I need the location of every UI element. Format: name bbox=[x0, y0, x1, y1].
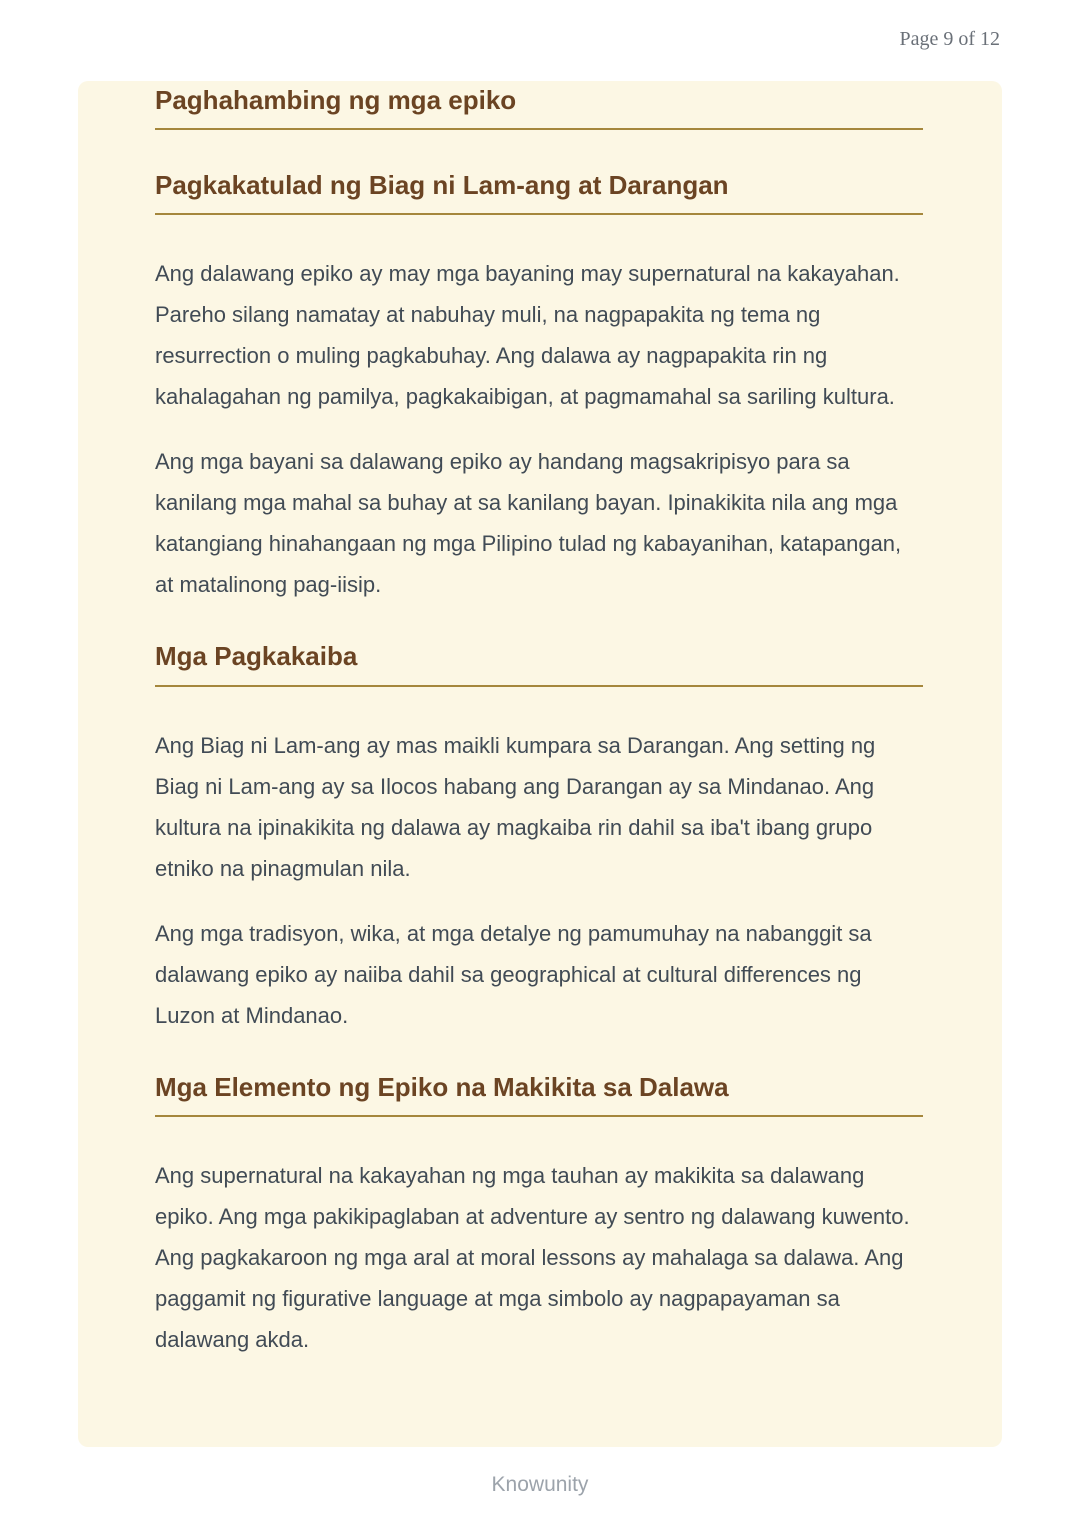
paragraph: Ang dalawang epiko ay may mga bayaning may supernatural na kakayahan. Pareho silang namatay at nabuhay muli, na nagpapakita ng tema ng resurrection o muling pagkabuhay. Ang dalawa ay nagpapakita rin ng kahalagahan ng pamilya, pagkakaibigan, at pagmamahal sa sariling kultura. bbox=[155, 261, 900, 410]
section-heading-pagkakatulad: Pagkakatulad ng Biag ni Lam-ang at Darangan bbox=[155, 170, 923, 215]
section-mga-elemento bbox=[155, 1072, 923, 1360]
footer-brand-knowunity: Knowunity bbox=[491, 1473, 589, 1496]
note-content-card bbox=[78, 81, 1002, 1447]
paragraph: Ang mga bayani sa dalawang epiko ay handang magsakripisyo para sa kanilang mga mahal sa buhay at sa kanilang bayan. Ipinakikita nila ang mga katangiang hinahangaan ng mga Pilipino tulad ng kabayanihan, katapangan, at matalinong pag-iisip. bbox=[155, 449, 902, 598]
section-pagkakatulad bbox=[155, 170, 923, 605]
section-pagkakaiba bbox=[155, 641, 923, 1035]
paragraph: Ang mga tradisyon, wika, at mga detalye ng pamumuhay na nabanggit sa dalawang epiko ay naiiba dahil sa geographical at cultural differences ng Luzon at Mindanao. bbox=[155, 920, 872, 1028]
document-title: Paghahambing ng mga epiko bbox=[155, 85, 923, 130]
page-number-indicator: Page 9 of 12 bbox=[899, 28, 1000, 50]
paragraph: Ang Biag ni Lam-ang ay mas maikli kumpara sa Darangan. Ang setting ng Biag ni Lam-ang ay sa Ilocos habang ang Darangan ay sa Mindanao. Ang kultura na ipinakikita ng dalawa ay magkaiba rin dahil sa iba't ibang grupo etniko na pinagmulan nila. bbox=[155, 732, 876, 881]
section-heading-pagkakaiba: Mga Pagkakaiba bbox=[155, 641, 923, 686]
section-heading-mga-elemento: Mga Elemento ng Epiko na Makikita sa Dalawa bbox=[155, 1072, 923, 1117]
paragraph: Ang supernatural na kakayahan ng mga tauhan ay makikita sa dalawang epiko. Ang mga pakikipaglaban at adventure ay sentro ng dalawang kuwento. Ang pagkakaroon ng mga aral at moral lessons ay mahalaga sa dalawa. Ang paggamit ng figurative language at mga simbolo ay nagpapayaman sa dalawang akda. bbox=[155, 1162, 910, 1352]
